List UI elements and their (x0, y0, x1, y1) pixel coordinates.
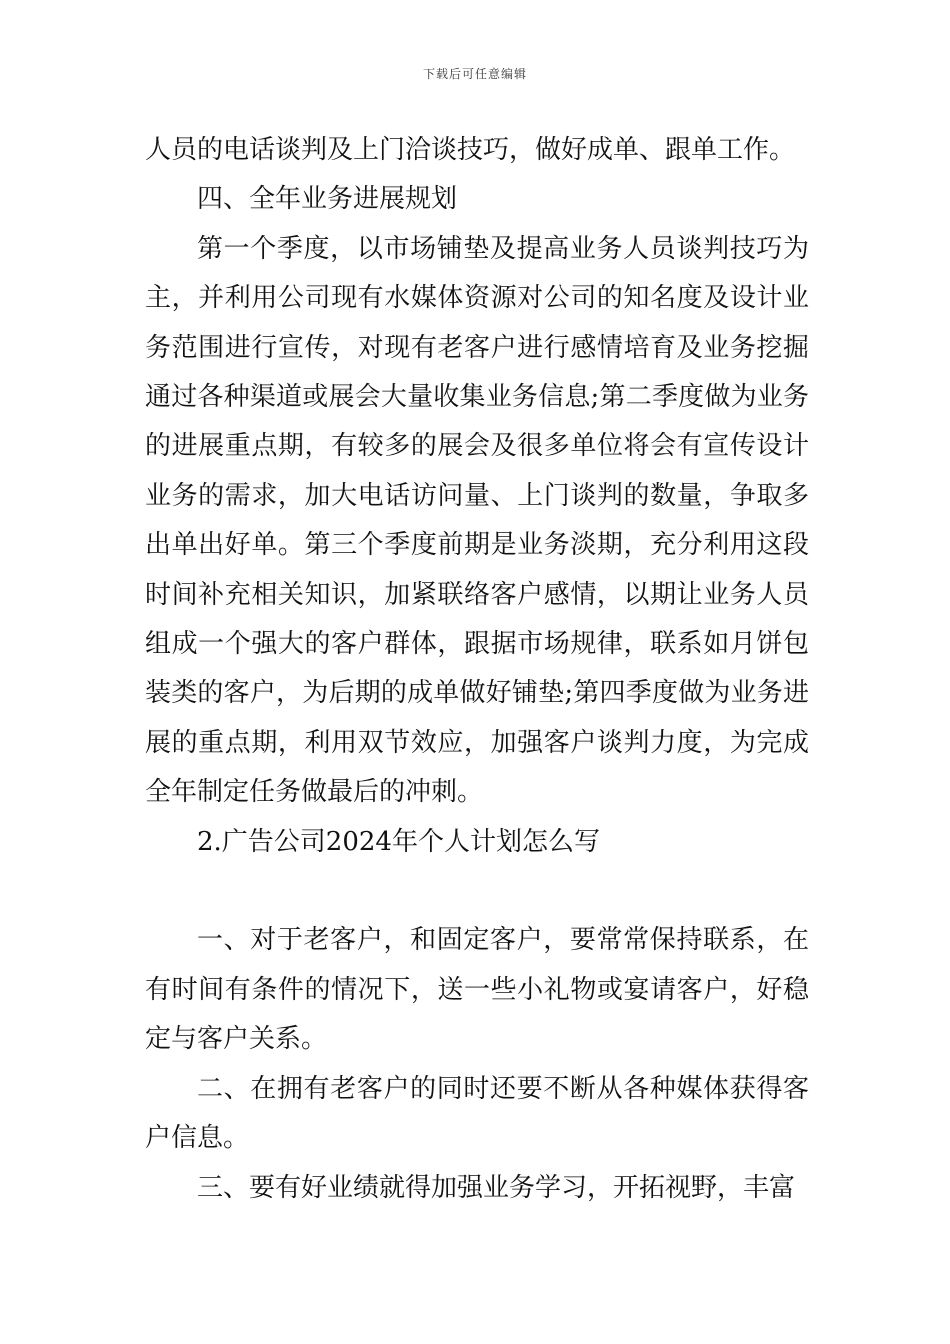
blank-line (145, 867, 809, 916)
paragraph-point-three: 三、要有好业绩就得加强业务学习，开拓视野，丰富 (197, 1172, 796, 1203)
paragraph-point-one: 一、对于老客户，和固定客户，要常常保持联系，在有时间有条件的情况下，送一些小礼物或宴请客户，好稳定与客户关系。 (145, 925, 809, 1055)
paragraph-continuation: 人员的电话谈判及上门洽谈技巧，做好成单、跟单工作。 (145, 135, 796, 165)
page-header: 下载后可任意编辑 (422, 67, 527, 81)
section-heading-annual-plan: 四、全年业务进展规划 (197, 184, 458, 215)
document-body (145, 126, 809, 1213)
paragraph-point-two: 二、在拥有老客户的同时还要不断从各种媒体获得客户信息。 (145, 1073, 809, 1154)
paragraph-quarterly-plan: 第一个季度，以市场铺垫及提高业务人员谈判技巧为主，并利用公司现有水媒体资源对公司的知名度及设计业务范围进行宣传，对现有老客户进行感情培育及业务挖掘通过各种渠道或展会大量收集业务信息;第二季度做为业务的进展重点期，有较多的展会及很多单位将会有宣传设计业务的需求，加大电话访问量、上门谈判的数量，争取多出单出好单。第三个季度前期是业务淡期，充分利用这段时间补充相关知识，加紧联络客户感情，以期让业务人员组成一个强大的客户群体，跟据市场规律，联系如月饼包装类的客户，为后期的成单做好铺垫;第四季度做为业务进展的重点期，利用双节效应，加强客户谈判力度，为完成全年制定任务做最后的冲刺。 (145, 233, 809, 808)
section-heading-personal-plan: 2.广告公司2024年个人计划怎么写 (197, 826, 600, 857)
